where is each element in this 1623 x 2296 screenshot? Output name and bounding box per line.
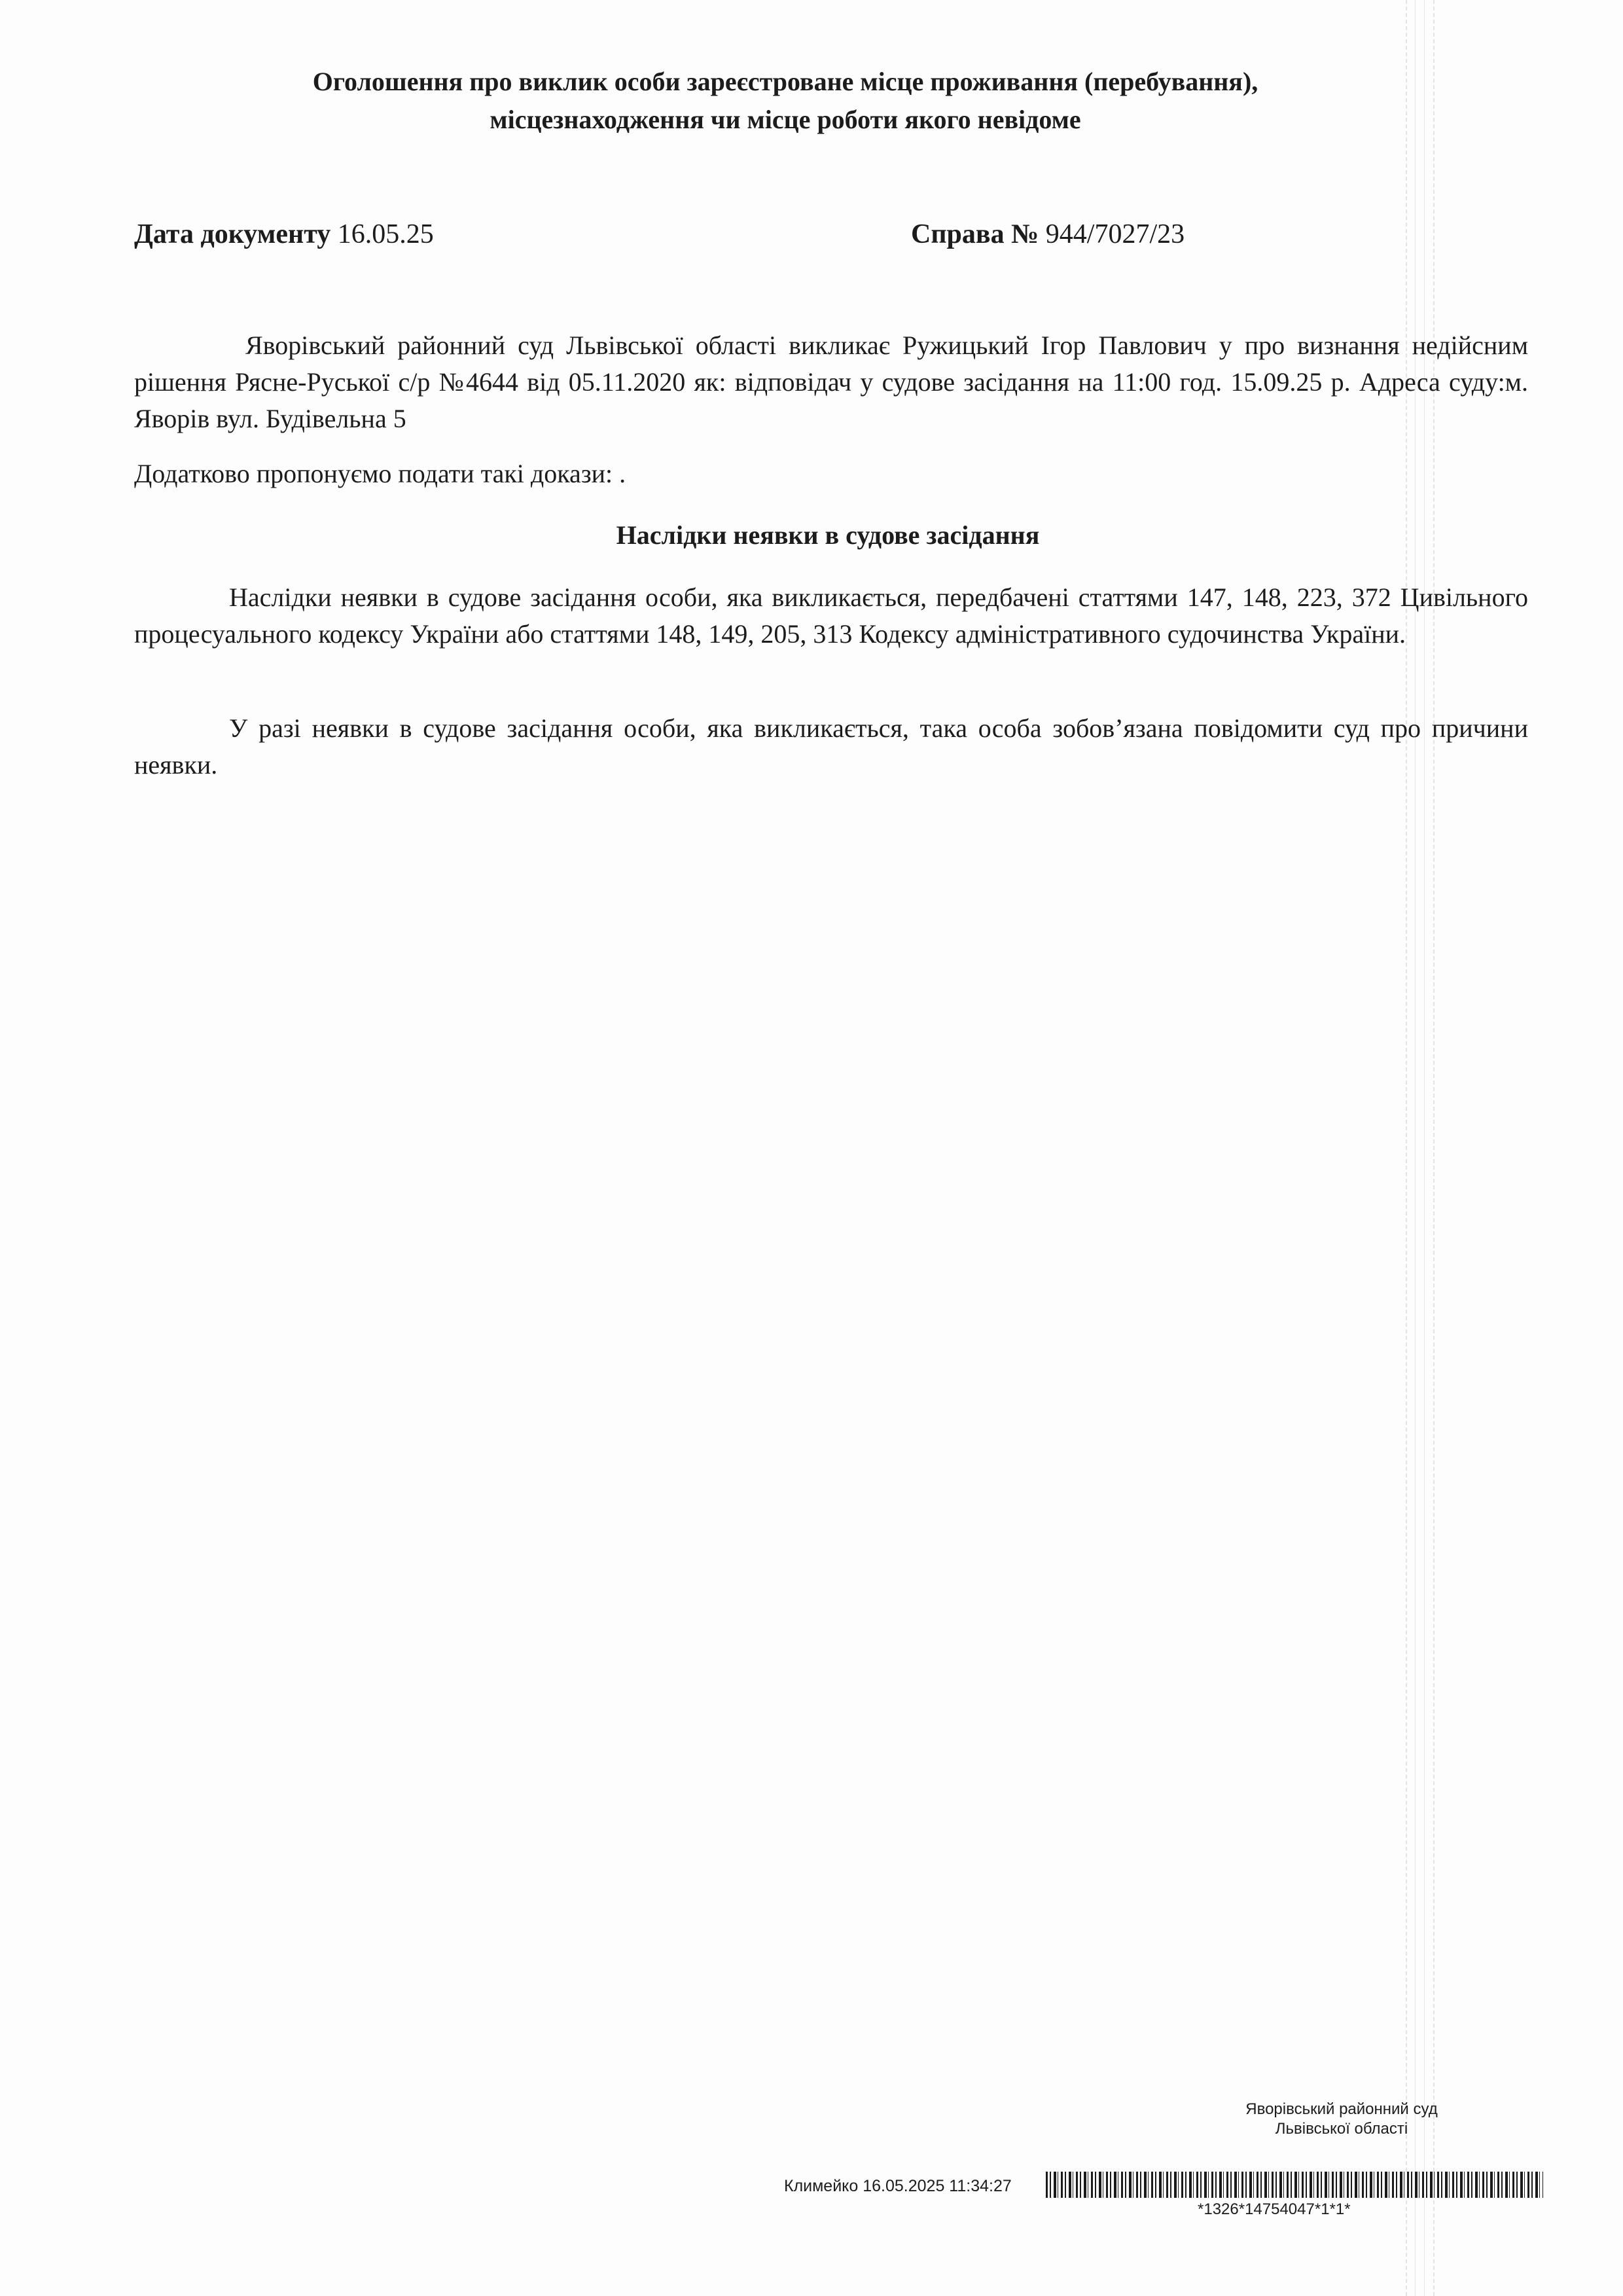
court-name-line-2: Львівської області <box>1275 2120 1408 2138</box>
date-value: 16.05.25 <box>337 219 434 249</box>
case-label: Справа № <box>911 219 1039 249</box>
document-title <box>131 63 1440 139</box>
extra-evidence-line: Додатково пропонуємо подати такі докази: . <box>134 459 626 488</box>
case-value: 944/7027/23 <box>1045 219 1185 249</box>
barcode <box>1046 2172 1543 2198</box>
barcode-number: *1326*14754047*1*1* <box>1198 2200 1351 2218</box>
date-label: Дата документу <box>134 219 331 249</box>
title-line-2: місцезнаходження чи місце роботи якого невідоме <box>490 105 1081 134</box>
title-line-1: Оголошення про виклик особи зареєстроване місце проживання (перебування), <box>312 67 1258 96</box>
case-number <box>911 216 1185 253</box>
summons-paragraph: Яворівський районний суд Львівської області викликає Ружицький Ігор Павлович у про визнання недійсним рішення Рясне-Руської с/р №4644 від 05.11.2020 як: відповідач у судове засідання на 11:00 год. 15.09.25 р. Адреса суду:м. Яворів вул. Будівельна 5 <box>134 331 1528 433</box>
court-stamp <box>1113 2100 1571 2139</box>
consequences-paragraph-2: У разі неявки в судове засідання особи, яка викликається, така особа зобов’язана повідомити суд про причини неявки. <box>134 713 1528 780</box>
document-date <box>134 216 434 253</box>
consequences-paragraph-1: Наслідки неявки в судове засідання особи, яка викликається, передбачені статтями 147, 148, 223, 372 Цивільного процесуального кодексу України або статтями 148, 149, 205, 313 Кодексу адміністративного судочинства України. <box>134 583 1528 649</box>
court-name-line-1: Яворівський районний суд <box>1245 2100 1438 2118</box>
consequences-heading: Наслідки неявки в судове засідання <box>616 520 1040 550</box>
clerk-timestamp: Климейко 16.05.2025 11:34:27 <box>784 2177 1012 2195</box>
